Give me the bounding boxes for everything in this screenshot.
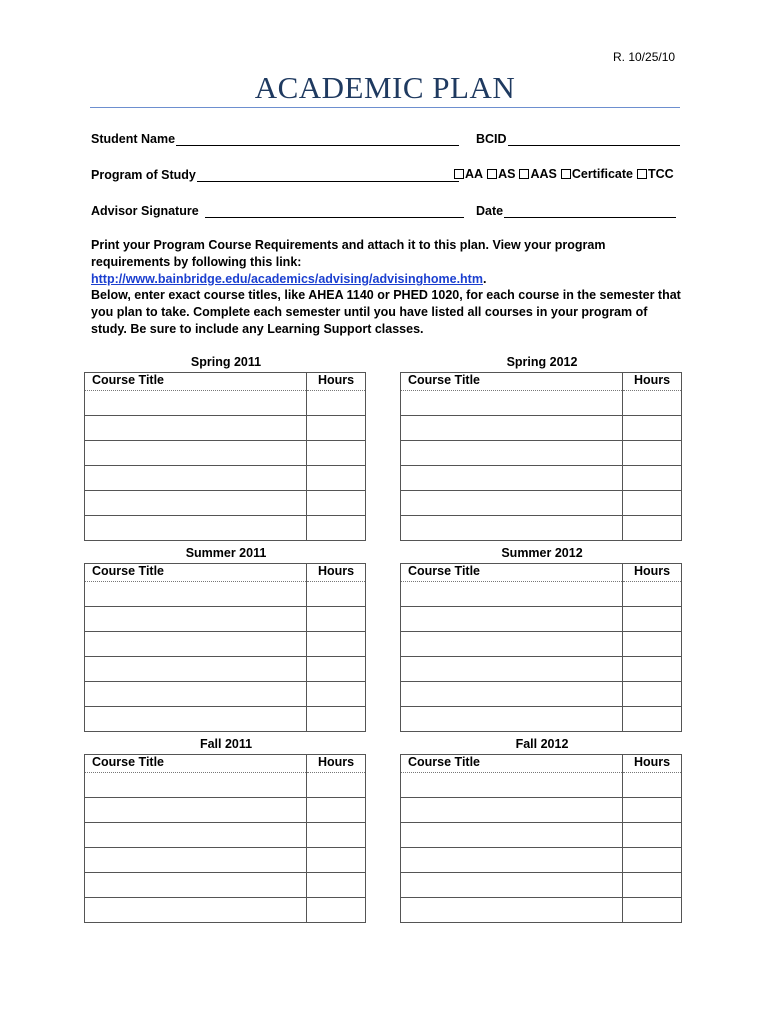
hours-header: Hours [307, 373, 366, 391]
page-title: ACADEMIC PLAN [254, 70, 516, 105]
course-table-spring-2011 [84, 372, 366, 541]
hours-cell[interactable] [307, 873, 366, 898]
table-row [85, 682, 366, 707]
course-title-cell[interactable] [85, 416, 307, 441]
course-title-cell[interactable] [85, 823, 307, 848]
course-title-cell[interactable] [401, 391, 623, 416]
hours-header: Hours [623, 564, 682, 582]
hours-cell[interactable] [623, 466, 682, 491]
table-row [85, 416, 366, 441]
table-row [401, 682, 682, 707]
hours-cell[interactable] [623, 898, 682, 923]
hours-cell[interactable] [623, 707, 682, 732]
table-row [401, 582, 682, 607]
hours-cell[interactable] [307, 607, 366, 632]
checkbox-icon[interactable] [637, 169, 647, 179]
table-row [401, 516, 682, 541]
hours-cell[interactable] [307, 416, 366, 441]
checkbox-icon[interactable] [519, 169, 529, 179]
hours-cell[interactable] [623, 798, 682, 823]
hours-cell[interactable] [623, 657, 682, 682]
hours-cell[interactable] [307, 491, 366, 516]
hours-cell[interactable] [307, 632, 366, 657]
hours-cell[interactable] [307, 516, 366, 541]
course-title-cell[interactable] [401, 632, 623, 657]
hours-cell[interactable] [307, 582, 366, 607]
table-row [401, 391, 682, 416]
course-title-cell[interactable] [85, 516, 307, 541]
table-row [85, 823, 366, 848]
bcid-label: BCID [476, 132, 507, 146]
course-table-fall-2011 [84, 754, 366, 923]
table-row [85, 466, 366, 491]
hours-header: Hours [307, 564, 366, 582]
checkbox-icon[interactable] [454, 169, 464, 179]
course-title-header: Course Title [85, 755, 307, 773]
course-title-cell[interactable] [85, 848, 307, 873]
table-row [85, 582, 366, 607]
hours-cell[interactable] [623, 773, 682, 798]
course-title-cell[interactable] [401, 707, 623, 732]
option-certificate[interactable]: Certificate [561, 167, 633, 181]
table-header-row [85, 564, 366, 582]
hours-cell[interactable] [623, 416, 682, 441]
course-title-cell[interactable] [85, 391, 307, 416]
hours-cell[interactable] [623, 823, 682, 848]
hours-cell[interactable] [307, 798, 366, 823]
table-row [401, 466, 682, 491]
course-title-cell[interactable] [85, 441, 307, 466]
course-title-cell[interactable] [401, 848, 623, 873]
course-title-cell[interactable] [401, 491, 623, 516]
course-table-fall-2012 [400, 754, 682, 923]
hours-cell[interactable] [307, 466, 366, 491]
course-table-summer-2011 [84, 563, 366, 732]
table-row [401, 491, 682, 516]
table-row [85, 873, 366, 898]
program-of-study-field[interactable] [91, 167, 459, 182]
course-title-header: Course Title [85, 373, 307, 391]
table-row [401, 707, 682, 732]
hours-cell[interactable] [307, 657, 366, 682]
checkbox-icon[interactable] [487, 169, 497, 179]
student-name-line[interactable] [176, 131, 459, 146]
hours-cell[interactable] [623, 607, 682, 632]
hours-header: Hours [623, 755, 682, 773]
title-divider [90, 107, 680, 108]
student-name-field[interactable] [91, 131, 459, 146]
hours-cell[interactable] [623, 441, 682, 466]
hours-header: Hours [623, 373, 682, 391]
table-header-row [401, 373, 682, 391]
checkbox-icon[interactable] [561, 169, 571, 179]
table-row [85, 898, 366, 923]
program-options [454, 167, 678, 181]
course-title-cell[interactable] [401, 582, 623, 607]
date-line[interactable] [504, 203, 676, 218]
table-row [401, 773, 682, 798]
table-row [401, 873, 682, 898]
course-title-cell[interactable] [85, 873, 307, 898]
course-title-cell[interactable] [85, 798, 307, 823]
table-row [85, 391, 366, 416]
course-title-cell[interactable] [85, 582, 307, 607]
course-title-cell[interactable] [401, 466, 623, 491]
course-title-cell[interactable] [401, 823, 623, 848]
hours-cell[interactable] [307, 391, 366, 416]
table-row [401, 848, 682, 873]
option-as[interactable]: AS [487, 167, 515, 181]
table-header-row [85, 373, 366, 391]
table-row [401, 823, 682, 848]
semester-label-spring-2012: Spring 2012 [506, 355, 578, 369]
course-title-cell[interactable] [401, 416, 623, 441]
advisor-signature-line[interactable] [205, 203, 464, 218]
course-title-cell[interactable] [85, 898, 307, 923]
table-row [401, 657, 682, 682]
course-title-cell[interactable] [85, 491, 307, 516]
course-title-cell[interactable] [85, 632, 307, 657]
course-title-cell[interactable] [85, 657, 307, 682]
option-aa[interactable]: AA [454, 167, 483, 181]
instructions-paragraph-1: Print your Program Course Requirements and attach it to this plan. View your program requirements by following this link: http://www.bainbridge.edu/academics/advising/advisinghome.htm. [91, 238, 606, 286]
table-row [85, 516, 366, 541]
date-label: Date [476, 204, 504, 218]
hours-header: Hours [307, 755, 366, 773]
semester-label-fall-2012: Fall 2012 [515, 737, 569, 751]
course-title-cell[interactable] [401, 607, 623, 632]
course-title-cell[interactable] [401, 516, 623, 541]
hours-cell[interactable] [307, 898, 366, 923]
hours-cell[interactable] [623, 682, 682, 707]
table-row [401, 798, 682, 823]
course-title-header: Course Title [85, 564, 307, 582]
table-row [85, 773, 366, 798]
table-row [85, 491, 366, 516]
table-row [401, 416, 682, 441]
table-row [85, 707, 366, 732]
course-title-cell[interactable] [401, 873, 623, 898]
semester-label-spring-2011: Spring 2011 [190, 355, 262, 369]
bcid-field[interactable] [476, 131, 680, 146]
hours-cell[interactable] [307, 773, 366, 798]
instructions-paragraph-2: Below, enter exact course titles, like AHEA 1140 or PHED 1020, for each course in the semester that you plan to take. Complete each semester until you have listed all courses in your program of study. Be sure to include any Learning Support classes. [91, 288, 681, 336]
advisor-signature-field[interactable] [91, 203, 464, 218]
table-row [85, 848, 366, 873]
hours-cell[interactable] [307, 707, 366, 732]
advising-link[interactable]: http://www.bainbridge.edu/academics/advising/advisinghome.htm [91, 272, 483, 286]
hours-cell[interactable] [307, 848, 366, 873]
course-title-cell[interactable] [85, 773, 307, 798]
program-of-study-label: Program of Study [91, 168, 196, 182]
table-row [85, 632, 366, 657]
course-title-cell[interactable] [401, 773, 623, 798]
table-row [85, 607, 366, 632]
course-table-spring-2012 [400, 372, 682, 541]
table-row [401, 607, 682, 632]
course-title-cell[interactable] [401, 898, 623, 923]
option-aas[interactable]: AAS [519, 167, 556, 181]
semester-label-fall-2011: Fall 2011 [199, 737, 253, 751]
course-title-cell[interactable] [85, 466, 307, 491]
hours-cell[interactable] [623, 491, 682, 516]
table-row [85, 798, 366, 823]
course-title-cell[interactable] [401, 682, 623, 707]
advisor-signature-label: Advisor Signature [91, 204, 199, 218]
table-row [401, 898, 682, 923]
course-table-summer-2012 [400, 563, 682, 732]
course-title-cell[interactable] [401, 798, 623, 823]
table-row [85, 441, 366, 466]
date-field[interactable] [476, 203, 676, 218]
table-row [85, 657, 366, 682]
course-title-cell[interactable] [401, 441, 623, 466]
course-title-cell[interactable] [85, 607, 307, 632]
course-title-header: Course Title [401, 564, 623, 582]
course-title-header: Course Title [401, 755, 623, 773]
bcid-line[interactable] [508, 131, 680, 146]
hours-cell[interactable] [623, 632, 682, 657]
table-header-row [85, 755, 366, 773]
program-of-study-line[interactable] [197, 167, 459, 182]
semester-label-summer-2012: Summer 2012 [501, 546, 583, 560]
course-title-header: Course Title [401, 373, 623, 391]
course-title-cell[interactable] [85, 707, 307, 732]
course-title-cell[interactable] [85, 682, 307, 707]
hours-cell[interactable] [623, 848, 682, 873]
table-row [401, 441, 682, 466]
option-tcc[interactable]: TCC [637, 167, 674, 181]
hours-cell[interactable] [623, 582, 682, 607]
table-header-row [401, 564, 682, 582]
hours-cell[interactable] [623, 873, 682, 898]
student-name-label: Student Name [91, 132, 176, 146]
course-title-cell[interactable] [401, 657, 623, 682]
hours-cell[interactable] [307, 823, 366, 848]
table-row [401, 632, 682, 657]
hours-cell[interactable] [623, 516, 682, 541]
revision-date: R. 10/25/10 [613, 50, 676, 64]
semester-label-summer-2011: Summer 2011 [185, 546, 267, 560]
hours-cell[interactable] [307, 682, 366, 707]
hours-cell[interactable] [623, 391, 682, 416]
hours-cell[interactable] [307, 441, 366, 466]
table-header-row [401, 755, 682, 773]
